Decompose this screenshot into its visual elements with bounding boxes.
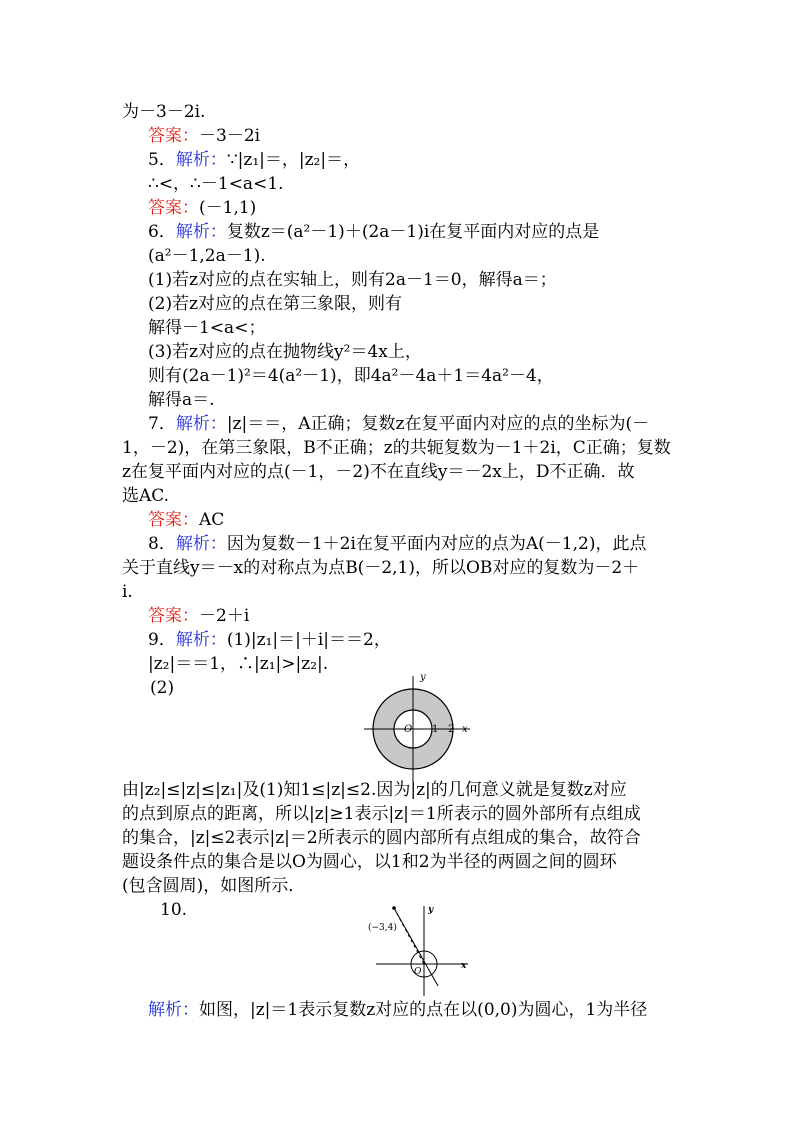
tick-label-2: 2: [448, 724, 455, 735]
circle-line-figure: [362, 900, 482, 1000]
answer-line: [148, 604, 249, 628]
text-line: 则有(2a－1)²＝4(a²－1)，即4a²－4a＋1＝4a²－4，: [148, 366, 554, 386]
analysis-label: 解析：: [175, 222, 227, 242]
answer-value: －2＋i: [199, 606, 250, 626]
text-line: z在复平面内对应的点(－1，－2)不在直线y＝－2x上，D不正确．故: [122, 462, 635, 482]
problem-9-line: [148, 628, 391, 652]
text-line: (a²－1,2a－1).: [148, 246, 266, 266]
text: (1)|z₁|＝|＋i|＝＝2，: [226, 630, 391, 650]
text-line: |z₂|＝＝1，∴|z₁|>|z₂|.: [148, 654, 329, 674]
problem-7-line: [148, 412, 649, 436]
problem-number: 9．: [148, 630, 176, 650]
origin-label: O: [404, 724, 413, 735]
answer-label: 答案：: [148, 606, 199, 626]
y-axis-label: y: [420, 672, 426, 683]
text-line: (包含圆周)，如图所示．: [122, 876, 306, 896]
answer-label: 答案：: [148, 198, 199, 218]
answer-label: 答案：: [148, 126, 199, 146]
text-line: (1)若z对应的点在实轴上，则有2a－1＝0，解得a＝；: [148, 270, 557, 290]
x-axis-label: x: [461, 961, 467, 971]
text-line: 解得a＝.: [148, 390, 215, 410]
analysis-label: 解析：: [175, 150, 227, 170]
analysis-label: 解析：: [175, 414, 227, 434]
text: 因为复数－1＋2i在复平面内对应的点为A(－1,2)，此点: [226, 534, 647, 554]
problem-number: 5．: [148, 150, 176, 170]
answer-line: [148, 508, 224, 532]
origin-label: O: [414, 967, 422, 977]
analysis-label: 解析：: [148, 1000, 199, 1020]
text-line: 关于直线y＝－x的对称点为点B(－2,1)，所以OB对应的复数为－2＋: [122, 558, 640, 578]
problem-number: 8．: [148, 534, 176, 554]
text-line: (3)若z对应的点在抛物线y²＝4x上，: [148, 342, 422, 362]
answer-line: [148, 124, 260, 148]
problem-number: 7．: [148, 414, 176, 434]
text: 如图，|z|＝1表示复数z对应的点在以(0,0)为圆心，1为半径: [199, 1000, 648, 1020]
text-line: 由|z₂|≤|z|≤|z₁|及(1)知1≤|z|≤2.因为|z|的几何意义就是复数z对应: [122, 780, 627, 800]
annulus-figure: [360, 668, 490, 788]
analysis-label: 解析：: [175, 534, 227, 554]
text-line: 1，－2)，在第三象限，B不正确；z的共轭复数为－1＋2i，C正确；复数: [122, 438, 671, 458]
text-line: 为－3－2i.: [122, 102, 206, 122]
text-line: i.: [122, 582, 133, 602]
text-line: 解得－1<a<；: [148, 318, 266, 338]
answer-label: 答案：: [148, 510, 199, 530]
point-label: (−3,4): [368, 923, 397, 933]
answer-value: (－1,1): [199, 198, 257, 218]
text-line: 选AC.: [122, 486, 170, 506]
analysis-label: 解析：: [175, 630, 227, 650]
problem-5-line: [148, 148, 360, 172]
text-line: 的集合，|z|≤2表示|z|＝2所表示的圆内部所有点组成的集合，故符合: [122, 828, 641, 848]
problem-10-number: 10.: [160, 900, 188, 920]
text: 复数z＝(a²－1)＋(2a－1)i在复平面内对应的点是: [226, 222, 600, 242]
x-axis-label: x: [462, 724, 468, 735]
tick-label-1: 1: [432, 724, 439, 735]
problem-number: 6．: [148, 222, 176, 242]
answer-value: AC: [199, 510, 225, 530]
text-line: 的点到原点的距离，所以|z|≥1表示|z|＝1所表示的圆外部所有点组成: [122, 804, 641, 824]
text-line: (2): [150, 678, 175, 698]
problem-8-line: [148, 532, 646, 556]
text: |z|＝＝，A正确；复数z在复平面内对应的点的坐标为(－: [226, 414, 650, 434]
answer-line: [148, 196, 256, 220]
text-line: (2)若z对应的点在第三象限，则有: [148, 294, 403, 314]
problem-6-line: [148, 220, 599, 244]
text: ∵|z₁|＝，|z₂|＝，: [226, 150, 361, 170]
y-axis-label: y: [428, 905, 434, 915]
text-line: ∴<，∴－1<a<1.: [148, 174, 284, 194]
analysis-line: [148, 998, 647, 1022]
text-line: 题设条件点的集合是以O为圆心，以1和2为半径的两圆之间的圆环: [122, 852, 617, 872]
point-marker: [392, 906, 396, 910]
answer-value: －3－2i: [199, 126, 261, 146]
